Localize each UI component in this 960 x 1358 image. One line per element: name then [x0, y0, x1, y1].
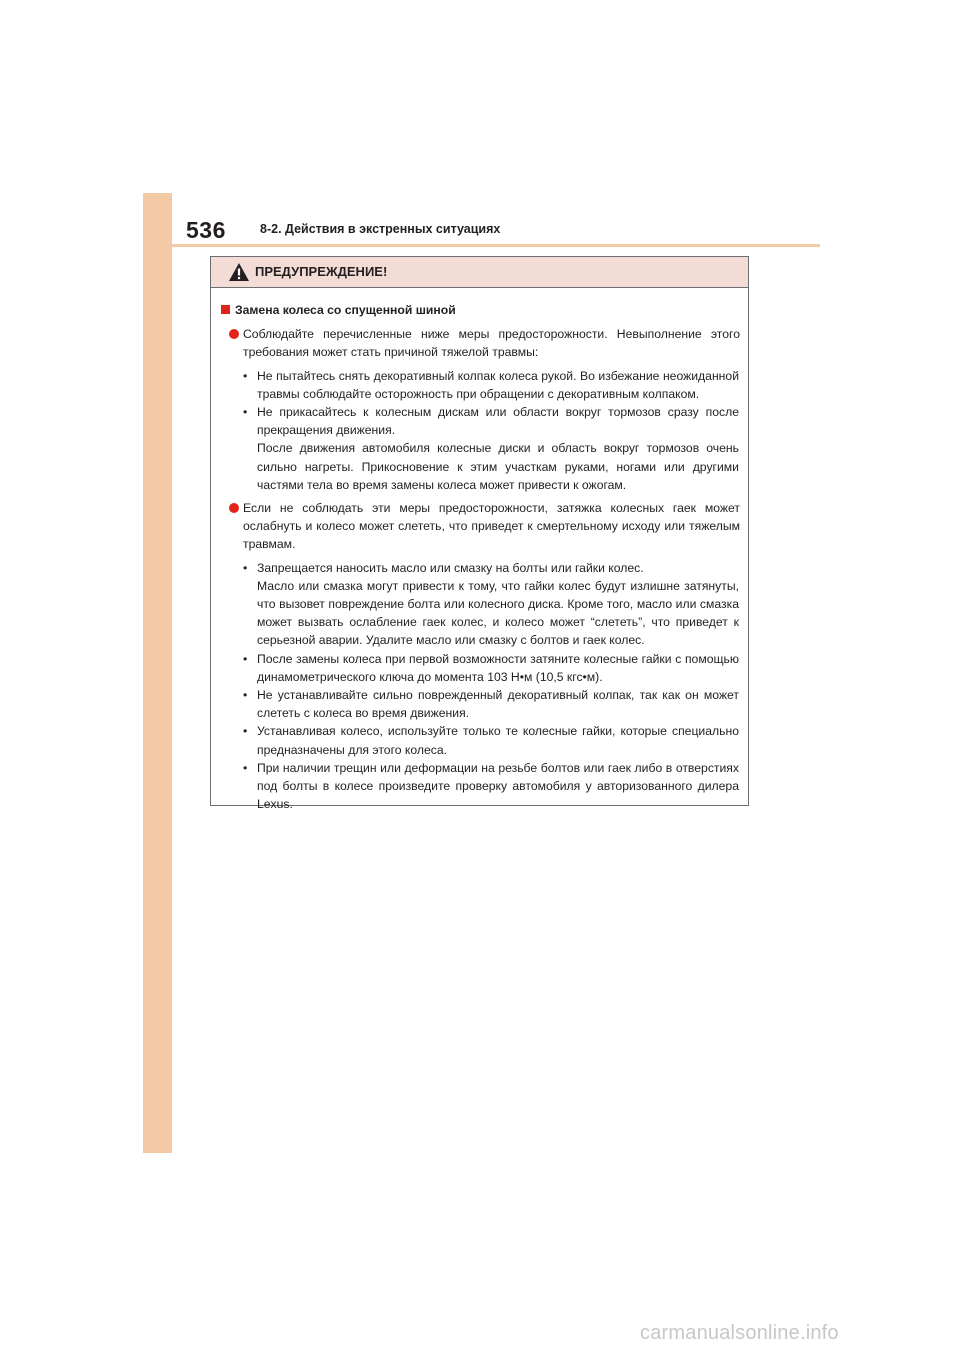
warning-item: [219, 499, 740, 813]
bullet-paragraph: Запрещается наносить масло или смазку на болты или гайки колес.: [257, 560, 644, 575]
bullet-item: [243, 722, 740, 758]
bullet-dot-icon: •: [243, 688, 248, 703]
page-number: 536: [186, 217, 226, 243]
bullet-dot-icon: •: [243, 760, 248, 775]
bullet-dot-icon: •: [243, 368, 248, 383]
bullet-paragraph: После движения автомобиля колесные диски и область вокруг тормозов очень сильно нагреты. Прикосновение к этим участкам руками, ногами или другими частями тела во время замены колеса может привести к ожогам.: [257, 441, 739, 492]
square-bullet-icon: [221, 305, 230, 314]
bullet-item: [243, 559, 740, 650]
watermark-link[interactable]: carmanualsonline.info: [640, 1322, 839, 1344]
warning-triangle-icon: [228, 262, 250, 282]
section-title: 8-2. Действия в экстренных ситуациях: [260, 222, 501, 236]
warning-subheading: [219, 301, 740, 319]
bullet-paragraph: Не устанавливайте сильно поврежденный декоративный колпак, так как он может слететь с колеса во время движения.: [257, 688, 739, 721]
bullet-paragraph: Устанавливая колесо, используйте только те колесные гайки, которые специально предназначены для этого колеса.: [257, 724, 739, 757]
bullet-item: [243, 759, 740, 814]
page-header: [172, 193, 820, 247]
bullet-dot-icon: •: [243, 560, 248, 575]
warning-body: [211, 288, 748, 813]
bullet-paragraph: Не прикасайтесь к колесным дискам или области вокруг тормозов сразу после прекращения движения.: [257, 405, 739, 438]
bullet-paragraph: Масло или смазка могут привести к тому, что гайки колес будут излишне затянуты, что вызовет повреждение болта или колесного диска. Кроме того, масло или смазка может вызвать ослабление гаек колес, и колесо может “слететь”, что приведет к серьезной аварии. Удалите масло или смазку с болтов и гаек колес.: [257, 578, 739, 648]
bullet-dot-icon: •: [243, 651, 248, 666]
warning-item-text: Если не соблюдать эти меры предосторожности, затяжка колесных гаек может ослабнуть и колесо может слететь, что приведет к смертельному исходу или тяжелым травмам.: [243, 501, 740, 552]
bullet-list: [243, 559, 740, 814]
warning-item: [219, 325, 740, 494]
bullet-item: [243, 686, 740, 722]
warning-item-text: Соблюдайте перечисленные ниже меры предосторожности. Невыполнение этого требования может стать причиной тяжелой травмы:: [243, 327, 740, 360]
bullet-dot-icon: •: [243, 724, 248, 739]
bullet-paragraph: При наличии трещин или деформации на резьбе болтов или гаек либо в отверстиях под болты в колесе произведите проверку автомобиля у авторизованного дилера Lexus.: [257, 760, 739, 812]
warning-label: ПРЕДУПРЕЖДЕНИЕ!: [255, 264, 388, 279]
bullet-paragraph: Не пытайтесь снять декоративный колпак колеса рукой. Во избежание неожиданной травмы соблюдайте осторожность при обращении с декоративным колпаком.: [257, 368, 739, 401]
warning-box: [210, 256, 749, 812]
bullet-dot-icon: •: [243, 405, 248, 420]
warning-subheading-text: Замена колеса со спущенной шиной: [235, 303, 456, 317]
side-color-band: [143, 193, 172, 1153]
bullet-item: [243, 367, 740, 403]
bullet-item: [243, 650, 740, 686]
circle-bullet-icon: [229, 503, 239, 513]
bullet-paragraph: После замены колеса при первой возможности затяните колесные гайки с помощью динамометрического ключа до момента 103 Н•м (10,5 кгс•м).: [257, 651, 739, 684]
bullet-item: [243, 403, 740, 494]
warning-header: [211, 257, 748, 288]
circle-bullet-icon: [229, 329, 239, 339]
bullet-list: [243, 367, 740, 494]
header-rule: [172, 244, 820, 247]
